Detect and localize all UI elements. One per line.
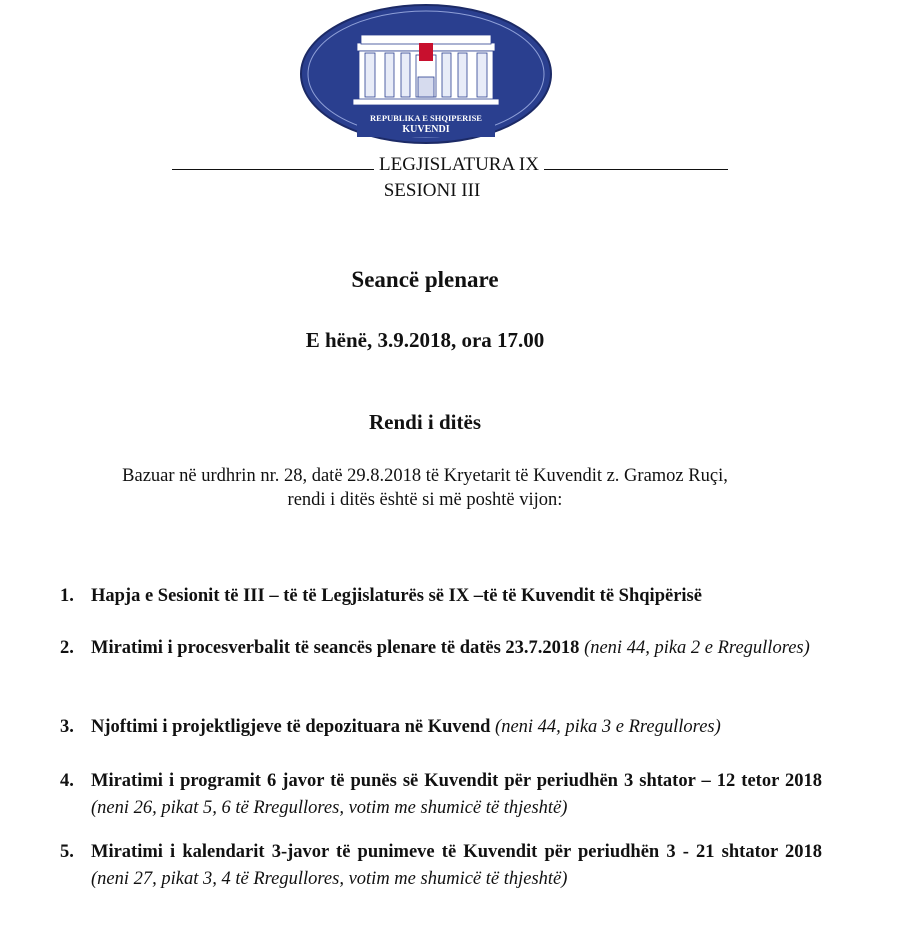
item-number: 3. [60, 717, 74, 737]
item-number: 2. [60, 638, 74, 658]
item-text: Hapja e Sesionit të III – të të Legjislaturës së IX –të të Kuvendit të Shqipërisë [91, 586, 702, 606]
item-note: (neni 44, pika 2 e Rregullores) [584, 638, 810, 658]
agenda-heading: Rendi i ditës [368, 410, 481, 434]
page-title: Seancë plenare [351, 267, 499, 292]
session-date: E hënë, 3.9.2018, ora 17.00 [305, 328, 545, 352]
session-label: SESIONI III [383, 180, 481, 201]
item-text: Miratimi i procesverbalit të seancës plenare të datës 23.7.2018 [91, 638, 580, 658]
legislature-line [0, 154, 900, 176]
agenda-item [60, 714, 822, 741]
item-note: (neni 44, pika 3 e Rregullores) [495, 717, 721, 737]
flag-icon [419, 43, 433, 61]
right-rule [544, 155, 728, 170]
parliament-logo [299, 3, 553, 145]
agenda-item [60, 583, 822, 610]
item-number: 1. [60, 586, 74, 606]
item-number: 4. [60, 771, 74, 791]
legislature-label: LEGJISLATURA IX [379, 154, 539, 175]
item-text: Miratimi i programit 6 javor të punës së Kuvendit për periudhën 3 shtator – 12 tetor 2018 [91, 771, 822, 791]
intro-paragraph [90, 464, 760, 512]
item-note: (neni 27, pikat 3, 4 të Rregullores, votim me shumicë të thjeshtë) [91, 869, 568, 889]
agenda-item [60, 839, 822, 893]
agenda-item [60, 635, 822, 662]
intro-line-2: rendi i ditës është si më poshtë vijon: [287, 490, 563, 510]
item-note: (neni 26, pikat 5, 6 të Rregullores, votim me shumicë të thjeshtë) [91, 798, 568, 818]
logo-line1: REPUBLIKA E SHQIPERISE [370, 113, 482, 123]
item-text: Njoftimi i projektligjeve të depozituara në Kuvend [91, 717, 491, 737]
item-number: 5. [60, 842, 74, 862]
item-text: Miratimi i kalendarit 3-javor të punimeve të Kuvendit për periudhën 3 - 21 shtator 2018 [91, 842, 822, 862]
agenda-item [60, 768, 822, 822]
intro-line-1: Bazuar në urdhrin nr. 28, datë 29.8.2018 të Kryetarit të Kuvendit z. Gramoz Ruçi, [122, 466, 728, 486]
left-rule [172, 155, 374, 170]
logo-line2: KUVENDI [402, 124, 450, 135]
